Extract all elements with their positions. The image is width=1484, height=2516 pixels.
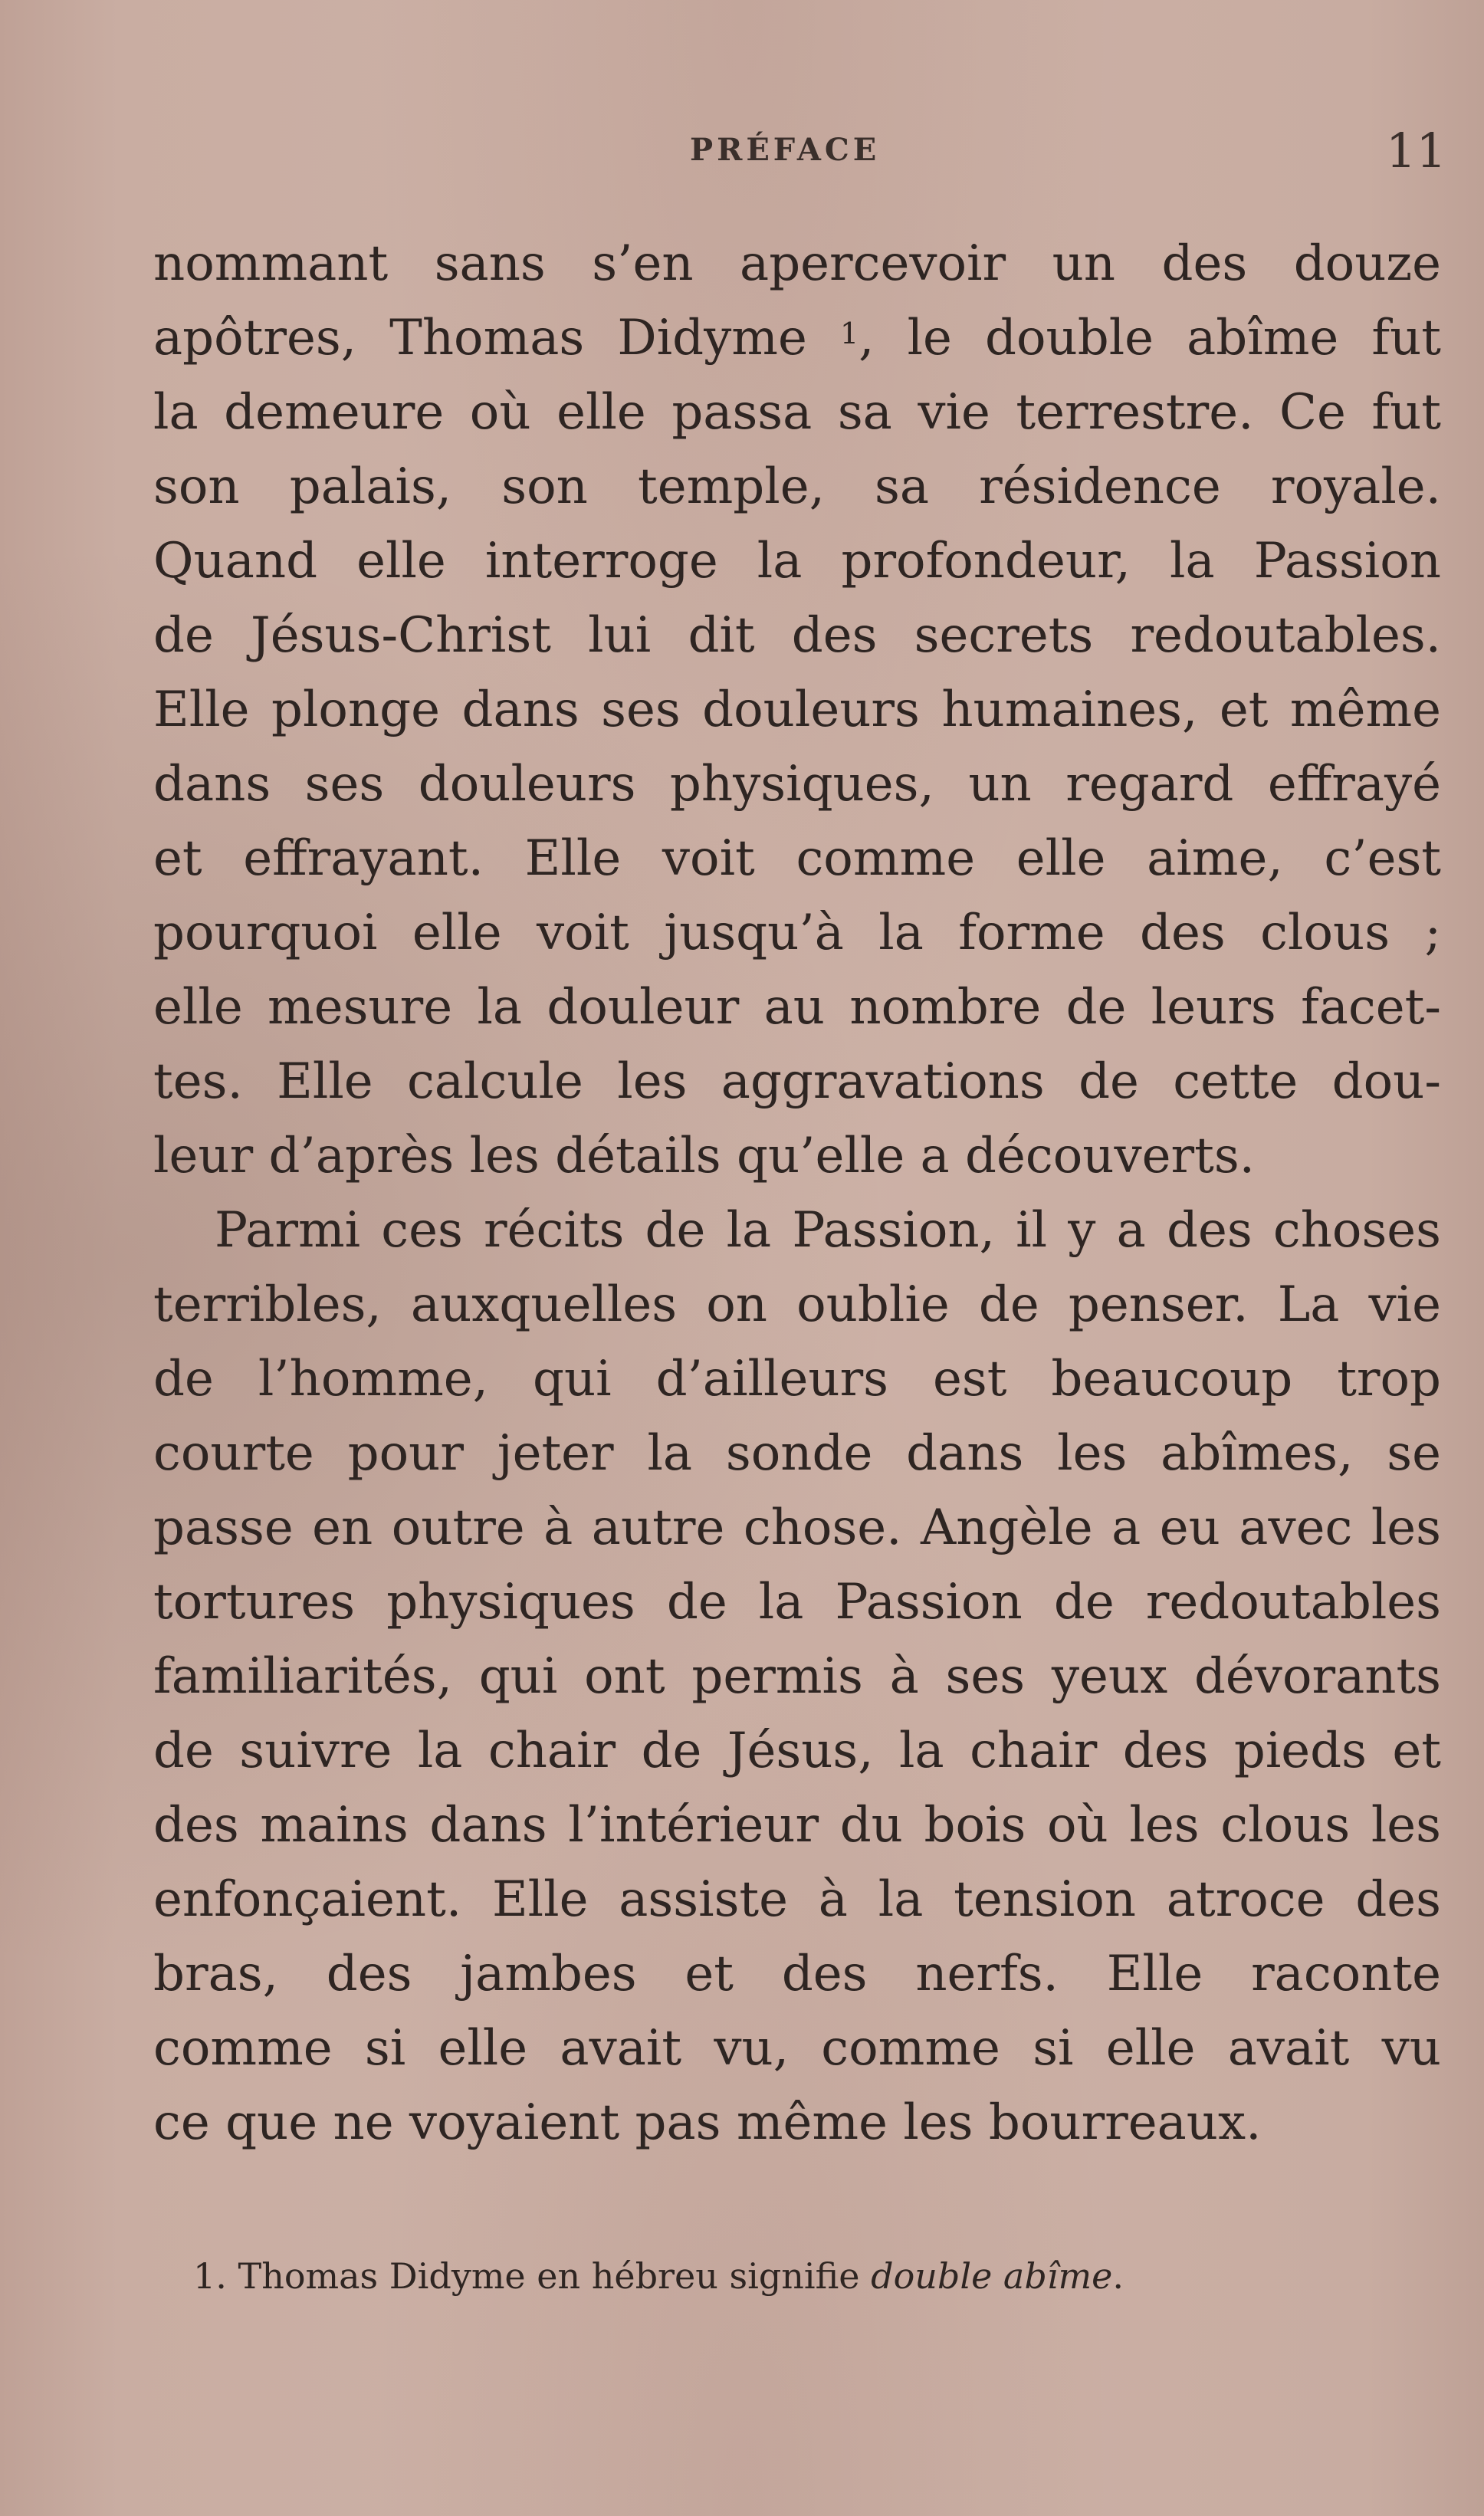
- footnote-emphasis: double abîme: [871, 2255, 1113, 2297]
- running-head: [0, 123, 1484, 184]
- text-line: comme si elle avait vu, comme si elle avait vu: [153, 2020, 1441, 2077]
- text-line: Quand elle interroge la profondeur, la Passion: [153, 533, 1441, 590]
- text-line: courte pour jeter la sonde dans les abîmes, se: [153, 1425, 1441, 1482]
- text-line: Elle plonge dans ses douleurs humaines, et même: [153, 682, 1441, 738]
- text-line: de Jésus-Christ lui dit des secrets redoutables.: [153, 607, 1441, 664]
- text-line: ce que ne voyaient pas même les bourreaux.: [153, 2094, 1262, 2151]
- text-line: et effrayant. Elle voit comme elle aime, c’est: [153, 830, 1441, 887]
- text-line: leur d’après les détails qu’elle a découverts.: [153, 1128, 1255, 1184]
- text-line: [153, 301, 1441, 376]
- text-line: dans ses douleurs physiques, un regard effrayé: [153, 756, 1441, 813]
- text-line: familiarités, qui ont permis à ses yeux dévorants: [153, 1648, 1441, 1705]
- text-line: pourquoi elle voit jusqu’à la forme des clous ;: [153, 905, 1441, 961]
- running-head-title: PRÉFACE: [690, 132, 881, 168]
- text-fragment: , le double abîme fut: [859, 310, 1442, 366]
- text-line: son palais, son temple, sa résidence royale.: [153, 458, 1441, 515]
- text-line: passe en outre à autre chose. Angèle a eu avec les: [153, 1499, 1441, 1556]
- body-text: [153, 227, 1441, 2160]
- footnote: [193, 2255, 1124, 2297]
- text-line: elle mesure la douleur au nombre de leurs facet-: [153, 979, 1441, 1036]
- footnote-end: .: [1112, 2255, 1124, 2297]
- footnote-reference: 1: [839, 317, 859, 350]
- text-line: de l’homme, qui d’ailleurs est beaucoup trop: [153, 1351, 1441, 1407]
- text-line: tes. Elle calcule les aggravations de cette dou-: [153, 1053, 1441, 1110]
- text-line: bras, des jambes et des nerfs. Elle raconte: [153, 1946, 1441, 2002]
- text-line: des mains dans l’intérieur du bois où les clous les: [153, 1797, 1441, 1854]
- text-line: Parmi ces récits de la Passion, il y a des choses: [215, 1202, 1441, 1259]
- text-line: enfonçaient. Elle assiste à la tension atroce des: [153, 1871, 1441, 1928]
- text-line: nommant sans s’en apercevoir un des douze: [153, 235, 1441, 292]
- text-line: de suivre la chair de Jésus, la chair des pieds et: [153, 1723, 1441, 1779]
- text-fragment: apôtres, Thomas Didyme: [153, 310, 807, 366]
- page-number: 11: [1386, 123, 1446, 179]
- footnote-text: Thomas Didyme en hébreu signifie: [238, 2255, 860, 2297]
- text-line: la demeure où elle passa sa vie terrestre. Ce fut: [153, 384, 1441, 441]
- footnote-number: 1.: [193, 2255, 227, 2297]
- text-line: terribles, auxquelles on oublie de penser. La vie: [153, 1276, 1441, 1333]
- text-line: tortures physiques de la Passion de redoutables: [153, 1574, 1441, 1631]
